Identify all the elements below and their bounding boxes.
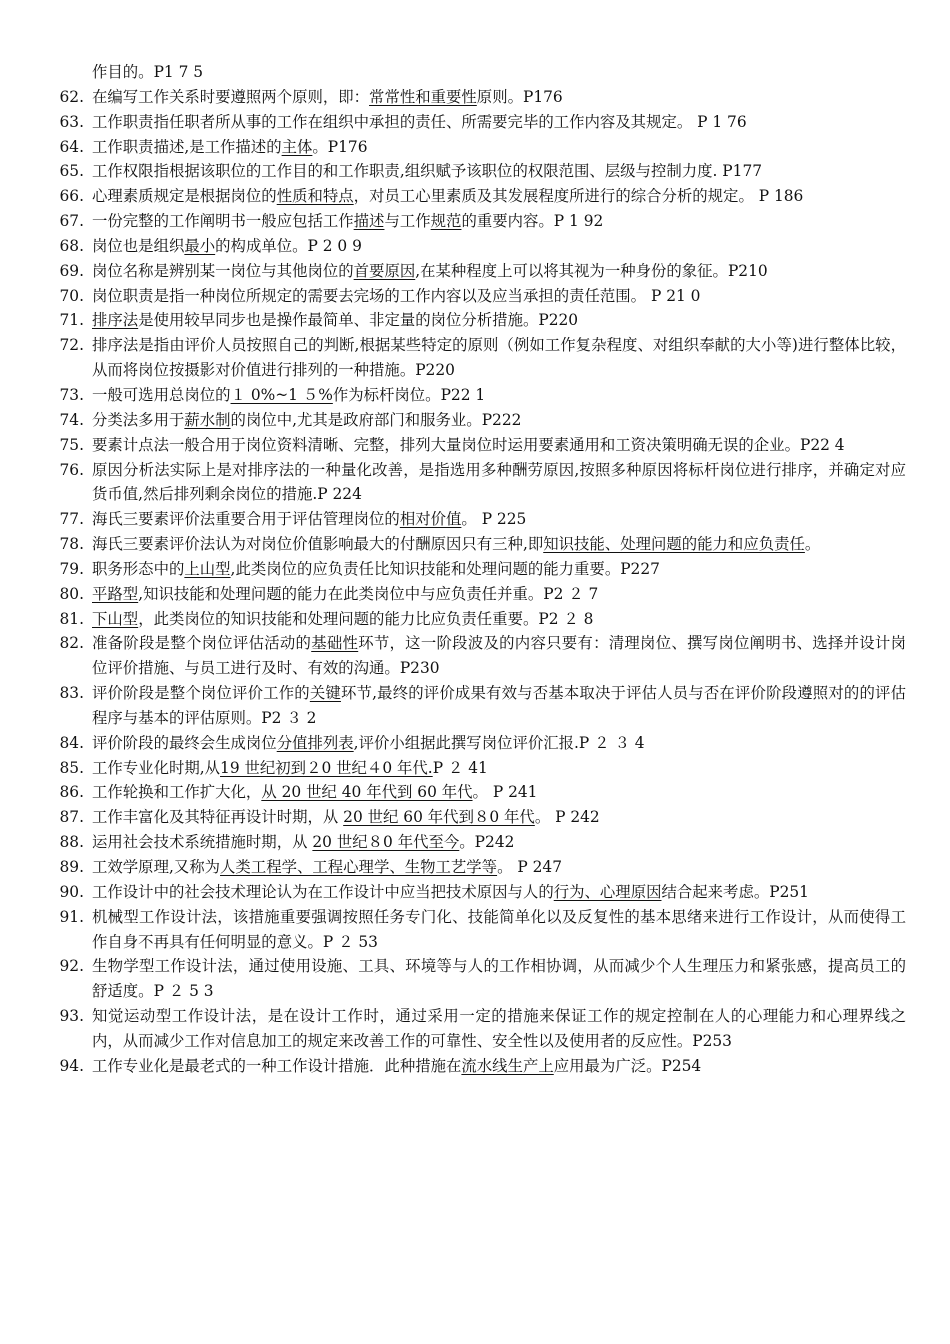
item-number: 80. — [59, 584, 84, 603]
item-number: 72. — [59, 336, 84, 355]
underlined-answer: 20 世纪 60 年代到８0 年代 — [343, 808, 535, 827]
text-segment: 评价阶段的最终会生成岗位 — [92, 733, 277, 752]
item-number: 83. — [59, 684, 84, 703]
item-text — [92, 85, 906, 110]
text-segment: 。P242 — [459, 833, 515, 852]
text-segment: ，对员工心里素质及其发展程度所进行的综合分析的规定。 P 186 — [353, 187, 804, 206]
item-text — [92, 234, 906, 259]
list-item — [0, 631, 950, 681]
underlined-answer: 常常性和重要性 — [369, 87, 477, 106]
text-segment: 工作职责描述,是工作描述的 — [92, 137, 282, 156]
item-number: 81. — [59, 609, 84, 628]
item-number: 67. — [59, 212, 84, 231]
underlined-answer: 首要原因 — [353, 261, 416, 280]
item-number: 88. — [59, 833, 84, 852]
item-number: 84. — [59, 733, 84, 752]
item-number: 73. — [59, 385, 84, 404]
text-segment: 环节,最终的评价成果有效与否基本取决于评估人员与否在评价阶段遵照对的的评估程序与基本的评估原则。P2 ３ 2 — [92, 684, 906, 727]
item-number: 69. — [59, 261, 84, 280]
item-text — [92, 607, 906, 632]
list-item — [0, 681, 950, 731]
item-number: 85. — [59, 758, 84, 777]
text-segment: 岗位职责是指一种岗位所规定的需要去完场的工作内容以及应当承担的责任范围。 P 21 0 — [92, 286, 701, 305]
underlined-answer: 关键 — [309, 684, 341, 703]
underlined-answer: 平路型 — [92, 584, 139, 603]
underlined-answer: 流水线生产上 — [461, 1056, 554, 1075]
item-number: 75. — [59, 435, 84, 454]
item-number: 94. — [59, 1056, 84, 1075]
list-item — [0, 135, 950, 160]
text-segment: 。 P 242 — [534, 808, 600, 827]
text-segment: 工作职责指任职者所从事的工作在组织中承担的责任、所需要完毕的工作内容及其规定。 P 1 76 — [92, 112, 747, 131]
item-text — [92, 209, 906, 234]
text-segment: 工效学原理,又称为 — [92, 858, 221, 876]
underlined-answer: 相对价值 — [399, 510, 462, 529]
item-text — [92, 408, 906, 433]
item-number: 79. — [59, 559, 84, 578]
text-segment: 准备阶段是整个岗位评估活动的 — [92, 634, 312, 653]
item-number: 76. — [59, 460, 84, 479]
underlined-answer: 最小 — [184, 236, 216, 255]
underlined-answer: 从 20 世纪 40 年代到 60 年代 — [261, 783, 473, 802]
text-segment: 分类法多用于 — [92, 410, 185, 429]
item-text — [92, 284, 906, 309]
list-item — [0, 557, 950, 582]
item-number: 68. — [59, 236, 84, 255]
item-text — [92, 557, 906, 582]
list-item — [0, 110, 950, 135]
item-text — [92, 532, 906, 557]
underlined-answer: 排序法 — [92, 311, 139, 330]
text-segment: ,评价小组据此撰写岗位评价汇报.P ２ ３ 4 — [353, 733, 645, 752]
text-segment: ,此类岗位的应负责任比知识技能和处理问题的能力重要。P227 — [230, 559, 660, 578]
text-segment: 海氏三要素评价法认为对岗位价值影响最大的付酬原因只有三种,即 — [92, 535, 544, 554]
list-item — [0, 582, 950, 607]
text-segment: 原因分析法实际上是对排序法的一种量化改善，是指选用多种酬劳原因,按照多种原因将标杆岗位进行排序，并确定对应货币值,然后排列剩余岗位的措施.P 224 — [92, 460, 906, 504]
text-segment: 排序法是指由评价人员按照自己的判断,根据某些特定的原则（例如工作复杂程度、对组织奉献的大小等)进行整体比较，从而将岗位按摄影对价值进行排列的一种措施。P220 — [92, 336, 906, 380]
list-item — [0, 408, 950, 433]
item-number: 89. — [59, 858, 84, 876]
underlined-answer: 基础性 — [311, 634, 359, 653]
text-segment: ，此类岗位的知识技能和处理问题的能力比应负责任重要。P2 ２ 8 — [138, 609, 594, 628]
text-segment: 作目的。P1 7 5 — [92, 63, 204, 81]
item-number: 71. — [59, 311, 84, 330]
item-number: 92. — [59, 957, 84, 976]
list-item — [0, 954, 950, 1004]
underlined-answer: 上山型 — [184, 559, 231, 578]
text-segment: 生物学型工作设计法，通过使用设施、工具、环境等与人的工作相协调，从而减少个人生理压力和紧张感，提高员工的舒适度。P ２ 5 3 — [92, 957, 906, 1001]
text-segment: 与工作 — [384, 212, 431, 231]
text-segment: 职务形态中的 — [92, 559, 185, 578]
underlined-answer: 下山型 — [92, 609, 139, 628]
list-item — [0, 607, 950, 632]
text-segment: 。 P 241 — [472, 783, 538, 802]
text-segment: 结合起来考虑。P251 — [661, 882, 809, 901]
text-segment: 评价阶段是整个岗位评价工作的 — [92, 684, 310, 703]
text-segment: 应用最为广泛。P254 — [553, 1056, 702, 1075]
list-item — [0, 259, 950, 284]
item-number: 82. — [59, 634, 84, 653]
item-text — [92, 855, 906, 880]
text-segment: 。 P 225 — [461, 510, 527, 529]
underlined-answer: 分值排列表 — [276, 733, 354, 752]
item-text — [92, 954, 906, 1004]
list-item — [0, 805, 950, 830]
item-text — [92, 780, 906, 805]
text-segment: 海氏三要素评价法重要合用于评估管理岗位的 — [92, 510, 400, 529]
item-number: 64. — [59, 137, 84, 156]
list-item — [0, 234, 950, 259]
item-number: 77. — [59, 510, 84, 529]
underlined-answer: 人类工程学、工程心理学、生物工艺学等 — [220, 858, 498, 876]
list-item — [0, 284, 950, 309]
list-item — [0, 85, 950, 110]
text-segment: 工作权限指根据该职位的工作目的和工作职责,组织赋予该职位的权限范围、层级与控制力度. P177 — [92, 162, 763, 181]
item-text — [92, 905, 906, 955]
item-number: 63. — [59, 112, 84, 131]
text-segment: ,知识技能和处理问题的能力在此类岗位中与应负责任并重。P2 ２ 7 — [138, 584, 599, 603]
item-text — [92, 308, 906, 333]
underlined-answer: 描述 — [353, 212, 385, 231]
text-segment: 工作专业化时期,从 — [92, 758, 221, 777]
text-segment: 岗位名称是辨别某一岗位与其他岗位的 — [92, 261, 354, 280]
underlined-answer: 规范 — [430, 212, 462, 231]
item-number: 93. — [59, 1007, 84, 1026]
item-number: 78. — [59, 535, 84, 554]
text-segment: 在编写工作关系时要遵照两个原则，即： — [92, 87, 370, 106]
item-number: 65. — [59, 162, 84, 181]
item-number: 91. — [59, 907, 84, 926]
list-item — [0, 532, 950, 557]
document-page — [0, 60, 950, 1079]
item-number: 70. — [59, 286, 84, 305]
item-text — [92, 681, 906, 731]
text-segment: 。 — [804, 535, 821, 554]
underlined-answer: 20 世纪８0 年代至今 — [312, 833, 460, 852]
text-segment: 工作丰富化及其特征再设计时期，从 — [92, 808, 344, 827]
list-item — [0, 333, 950, 383]
text-segment: 一般可选用总岗位的 — [92, 385, 231, 404]
text-segment: 运用社会技术系统措施时期，从 — [92, 833, 313, 852]
item-number: 62. — [59, 87, 84, 106]
item-text — [92, 110, 906, 135]
underlined-answer: 性质和特点 — [276, 187, 354, 206]
text-segment: 。P176 — [312, 137, 368, 156]
item-text — [92, 805, 906, 830]
item-number: 87. — [59, 808, 84, 827]
item-text — [92, 1004, 906, 1054]
text-segment: 作为标杆岗位。P22 1 — [332, 385, 486, 404]
underlined-answer: 主体 — [281, 137, 313, 156]
item-text — [92, 756, 906, 781]
list-item — [0, 209, 950, 234]
item-text — [92, 60, 906, 85]
item-number: 86. — [59, 783, 84, 802]
text-segment: 的构成单位。P 2 0 9 — [215, 236, 362, 255]
text-segment: 环节，这一阶段波及的内容只要有：清理岗位、撰写岗位阐明书、选择并设计岗位评价措施、与员工进行及时、有效的沟通。P230 — [92, 634, 906, 678]
text-segment: 工作轮换和工作扩大化， — [92, 783, 262, 802]
list-item — [0, 830, 950, 855]
underlined-answer: １ 0%~1 ５% — [230, 385, 333, 404]
list-item — [0, 905, 950, 955]
text-segment: 工作专业化是最老式的一种工作设计措施．此种措施在 — [92, 1056, 462, 1075]
text-segment: 工作设计中的社会技术理论认为在工作设计中应当把技术原因与人的 — [92, 882, 554, 901]
list-item — [0, 383, 950, 408]
text-segment: 心理素质规定是根据岗位的 — [92, 187, 277, 206]
text-segment: 是使用较早同步也是操作最简单、非定量的岗位分析措施。P220 — [138, 311, 579, 330]
item-text — [92, 582, 906, 607]
list-item — [0, 1054, 950, 1079]
list-item — [0, 1004, 950, 1054]
underlined-answer: 19 世纪初到２0 世纪４0 年代. — [220, 758, 433, 777]
list-item — [0, 855, 950, 880]
item-text — [92, 507, 906, 532]
item-text — [92, 1054, 906, 1079]
item-text — [92, 159, 906, 184]
item-text — [92, 259, 906, 284]
text-segment: 知觉运动型工作设计法，是在设计工作时，通过采用一定的措施来保证工作的规定控制在人的心理能力和心理界线之内，从而减少工作对信息加工的规定来改善工作的可靠性、安全性以及使用者的反应性。P253 — [92, 1007, 906, 1050]
item-text — [92, 433, 906, 458]
underlined-answer: 薪水制 — [184, 410, 231, 429]
item-text — [92, 458, 906, 508]
text-segment: 要素计点法一般合用于岗位资料清晰、完整，排列大量岗位时运用要素通用和工资决策明确无误的企业。P22 4 — [92, 435, 845, 454]
text-segment: 的岗位中,尤其是政府部门和服务业。P222 — [230, 410, 522, 429]
item-text — [92, 383, 906, 408]
list-item — [0, 880, 950, 905]
underlined-answer: 知识技能、处理问题的能力和应负责任 — [543, 535, 805, 554]
item-number: 74. — [59, 410, 84, 429]
list-item — [0, 308, 950, 333]
list-item — [0, 159, 950, 184]
item-number: 66. — [59, 187, 84, 206]
item-text — [92, 333, 906, 383]
text-segment: 机械型工作设计法，该措施重要强调按照任务专门化、技能简单化以及反复性的基本思绪来进行工作设计，从而使得工作自身不再具有任何明显的意义。P ２ 53 — [92, 907, 906, 951]
item-number: 90. — [59, 882, 84, 901]
text-segment: 的重要内容。P 1 92 — [461, 212, 604, 231]
list-item — [0, 731, 950, 756]
text-segment: ,在某种程度上可以将其视为一种身份的象征。P210 — [415, 261, 768, 280]
list-item — [0, 60, 950, 85]
item-text — [92, 880, 906, 905]
text-segment: 一份完整的工作阐明书一般应包括工作 — [92, 212, 354, 231]
text-segment: 。 P 247 — [497, 858, 562, 876]
list-item — [0, 184, 950, 209]
text-segment: 原则。P176 — [476, 87, 563, 106]
list-item — [0, 507, 950, 532]
list-item — [0, 458, 950, 508]
text-segment: 岗位也是组织 — [92, 236, 185, 255]
list-item — [0, 780, 950, 805]
item-text — [92, 731, 906, 756]
item-text — [92, 631, 906, 681]
text-segment: P ２ 41 — [432, 758, 488, 777]
item-text — [92, 184, 906, 209]
list-item — [0, 756, 950, 781]
item-text — [92, 830, 906, 855]
underlined-answer: 行为、心理原因 — [553, 882, 662, 901]
item-text — [92, 135, 906, 160]
list-item — [0, 433, 950, 458]
